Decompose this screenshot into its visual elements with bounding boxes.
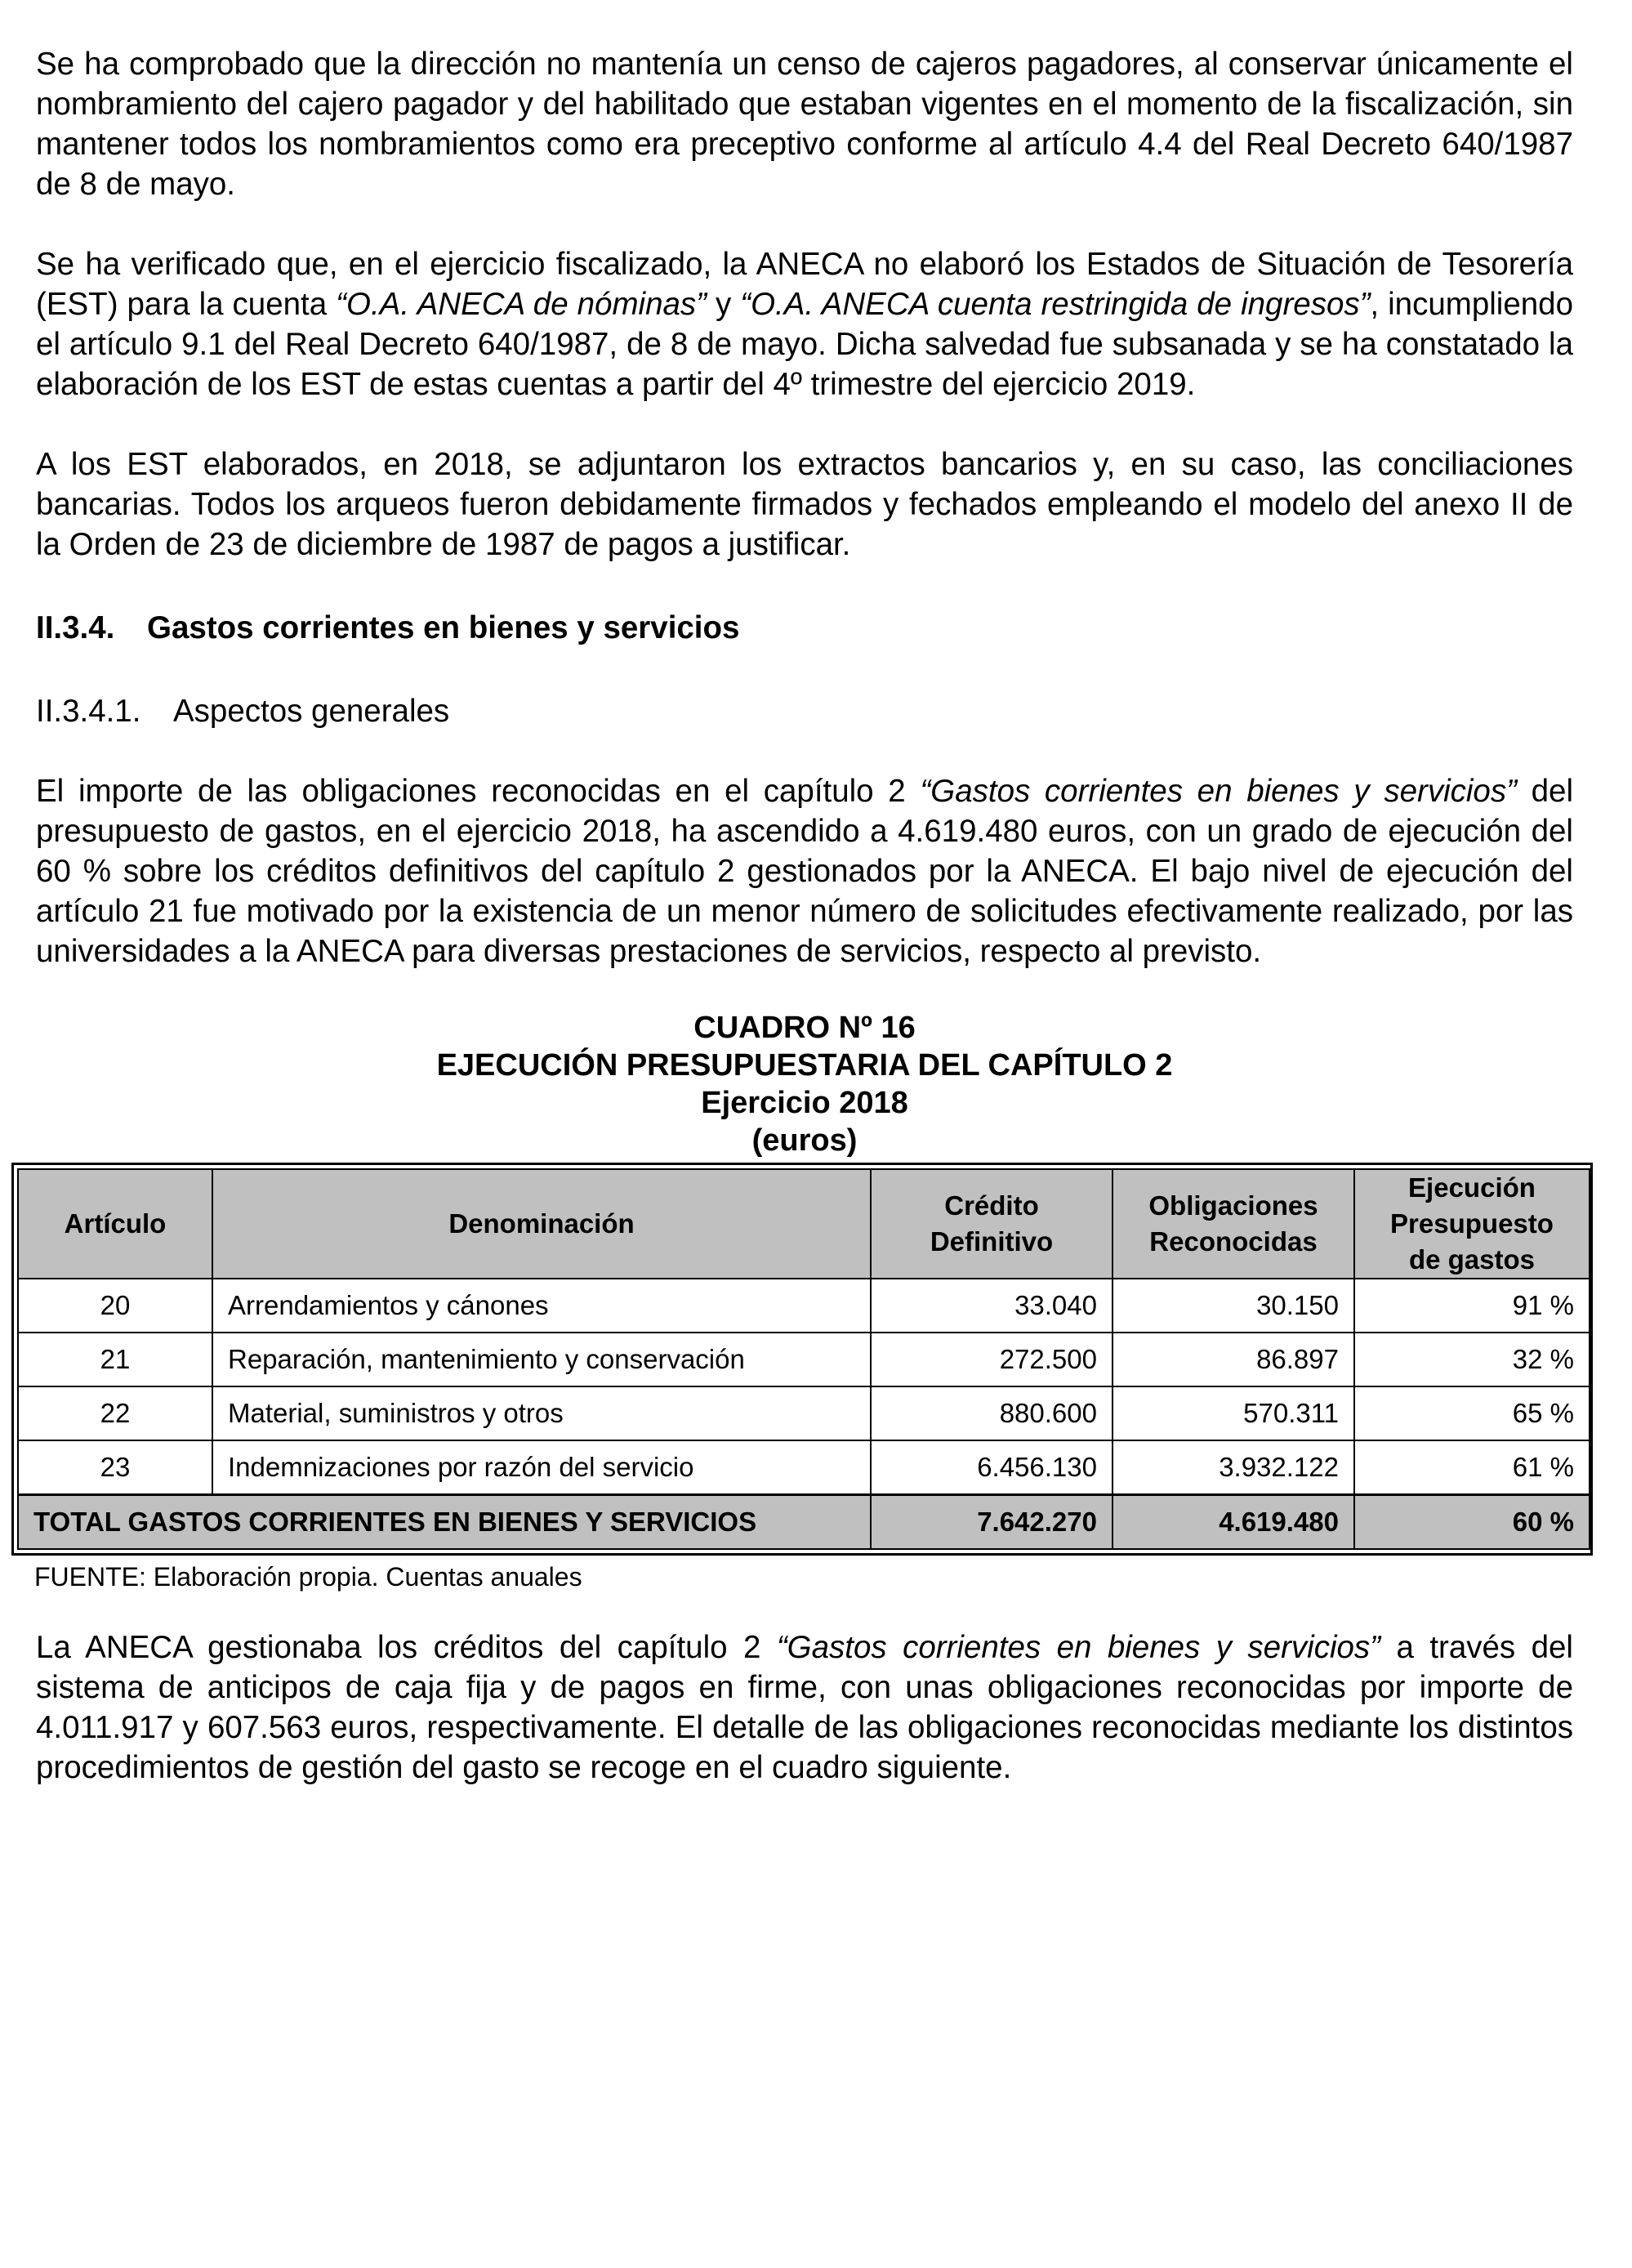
table-header-row bbox=[18, 1169, 1590, 1279]
cell-denominacion: Indemnizaciones por razón del servicio bbox=[212, 1440, 871, 1495]
cell-articulo: 21 bbox=[18, 1333, 212, 1386]
cell-credito: 33.040 bbox=[871, 1279, 1113, 1333]
caption-line: CUADRO Nº 16 bbox=[693, 1011, 916, 1045]
paragraph-cajeros: Se ha comprobado que la dirección no mantenía un censo de cajeros pagadores, al conservar únicamente el nombramiento del cajero pagador y del habilitado que estaban vigentes en el momento de la fiscalización, sin mantener todos los nombramientos como era preceptivo conforme al artículo 4.4 del Real Decreto 640/1987 de 8 de mayo. bbox=[36, 47, 1573, 202]
paragraph-est bbox=[36, 244, 1573, 404]
cell-obligaciones: 86.897 bbox=[1113, 1333, 1354, 1386]
budget-table-frame bbox=[11, 1163, 1593, 1556]
table-row bbox=[18, 1279, 1590, 1333]
italic-account-name: “O.A. ANECA cuenta restringida de ingresos” bbox=[740, 287, 1371, 322]
budget-table bbox=[17, 1168, 1590, 1550]
cell-ejecucion: 65 % bbox=[1354, 1386, 1590, 1440]
section-title: Gastos corrientes en bienes y servicios bbox=[147, 610, 740, 645]
cell-articulo: 23 bbox=[18, 1440, 212, 1495]
cell-ejecucion: 61 % bbox=[1354, 1440, 1590, 1495]
cell-credito: 272.500 bbox=[871, 1333, 1113, 1386]
section-heading bbox=[36, 608, 1573, 648]
header-line: Obligaciones bbox=[1148, 1190, 1318, 1221]
paragraph-importe bbox=[36, 771, 1573, 971]
header-line: Reconocidas bbox=[1149, 1226, 1318, 1257]
paragraph-extractos: A los EST elaborados, en 2018, se adjuntaron los extractos bancarios y, en su caso, las conciliaciones bancarias. Todos los arqueos fueron debidamente firmados y fechados empleando el modelo del anexo II de la Orden de 23 de diciembre de 1987 de pagos a justificar. bbox=[36, 447, 1573, 562]
text-run: del presupuesto de gastos, en el ejercicio 2018, ha ascendido a 4.619.480 euros, con un grado de ejecución del 60 % sobre los créditos definitivos del capítulo 2 gestionados por la ANECA. El bajo nivel de ejecución del artículo 21 fue motivado por la existencia de un menor número de solicitudes efectivamente realizado, por las universidades a la ANECA para diversas prestaciones de servicios, respecto al previsto. bbox=[36, 774, 1574, 969]
section-number: II.3.4. bbox=[36, 610, 115, 645]
cell-ejecucion: 91 % bbox=[1354, 1279, 1590, 1333]
cell-total-ejecucion: 60 % bbox=[1354, 1495, 1590, 1550]
header-line: Presupuesto bbox=[1390, 1208, 1554, 1239]
table-caption bbox=[36, 1009, 1573, 1159]
text-run: El importe de las obligaciones reconocidas en el capítulo 2 bbox=[36, 774, 921, 809]
table-row bbox=[18, 1333, 1590, 1386]
text-run: La ANECA gestionaba los créditos del capítulo 2 bbox=[36, 1630, 777, 1665]
cell-denominacion: Material, suministros y otros bbox=[212, 1386, 871, 1440]
document-page bbox=[33, 44, 1574, 1788]
header-denominacion: Denominación bbox=[212, 1169, 871, 1279]
italic-chapter-name: “Gastos corrientes en bienes y servicios” bbox=[920, 774, 1517, 809]
text-run: Se ha verificado que, en el ejercicio fiscalizado, la ANECA no elaboró los Estados de Situación de Tesorería (EST) para la cuenta bbox=[36, 247, 1573, 322]
cell-denominacion: Reparación, mantenimiento y conservación bbox=[212, 1333, 871, 1386]
cell-denominacion: Arrendamientos y cánones bbox=[212, 1279, 871, 1333]
cell-obligaciones: 30.150 bbox=[1113, 1279, 1354, 1333]
cell-articulo: 20 bbox=[18, 1279, 212, 1333]
caption-line: Ejercicio 2018 bbox=[701, 1086, 908, 1120]
subsection-heading bbox=[36, 691, 1573, 731]
cell-articulo: 22 bbox=[18, 1386, 212, 1440]
caption-line: EJECUCIÓN PRESUPUESTARIA DEL CAPÍTULO 2 bbox=[436, 1048, 1173, 1083]
header-articulo: Artículo bbox=[18, 1169, 212, 1279]
header-line: Definitivo bbox=[930, 1226, 1054, 1257]
table-row bbox=[18, 1440, 1590, 1495]
caption-line: (euros) bbox=[751, 1123, 858, 1158]
cell-credito: 880.600 bbox=[871, 1386, 1113, 1440]
text-run: , incumpliendo el artículo 9.1 del Real Decreto 640/1987, de 8 de mayo. Dicha salvedad fue subsanada y se ha constatado la elaboración de los EST de estas cuentas a partir del 4º trimestre del ejercicio 2019. bbox=[36, 287, 1573, 402]
subsection-title: Aspectos generales bbox=[173, 694, 450, 729]
subsection-number: II.3.4.1. bbox=[36, 694, 141, 729]
table-source: FUENTE: Elaboración propia. Cuentas anuales bbox=[34, 1562, 582, 1592]
cell-obligaciones: 570.311 bbox=[1113, 1386, 1354, 1440]
text-run: a través del sistema de anticipos de caja fija y de pagos en firme, con unas obligaciones reconocidas por importe de 4.011.917 y 607.563 euros, respectivamente. El detalle de las obligaciones reconocidas mediante los distintos procedimientos de gestión del gasto se recoge en el cuadro siguiente. bbox=[36, 1630, 1573, 1785]
header-line: de gastos bbox=[1408, 1244, 1536, 1275]
header-line: Ejecución bbox=[1408, 1172, 1536, 1203]
italic-account-name: “O.A. ANECA de nóminas” bbox=[336, 287, 707, 322]
cell-total-label: TOTAL GASTOS CORRIENTES EN BIENES Y SERVICIOS bbox=[18, 1495, 871, 1550]
table-total-row bbox=[18, 1495, 1590, 1550]
header-credito bbox=[871, 1169, 1113, 1279]
cell-total-obligaciones: 4.619.480 bbox=[1113, 1495, 1354, 1550]
cell-credito: 6.456.130 bbox=[871, 1440, 1113, 1495]
cell-ejecucion: 32 % bbox=[1354, 1333, 1590, 1386]
cell-obligaciones: 3.932.122 bbox=[1113, 1440, 1354, 1495]
text-run: y bbox=[706, 287, 741, 322]
italic-chapter-name: “Gastos corrientes en bienes y servicios” bbox=[776, 1630, 1381, 1665]
header-obligaciones bbox=[1113, 1169, 1354, 1279]
header-line: Crédito bbox=[944, 1190, 1039, 1221]
paragraph-gestion bbox=[36, 1627, 1573, 1788]
header-ejecucion bbox=[1354, 1169, 1590, 1279]
cell-total-credito: 7.642.270 bbox=[871, 1495, 1113, 1550]
table-row bbox=[18, 1386, 1590, 1440]
